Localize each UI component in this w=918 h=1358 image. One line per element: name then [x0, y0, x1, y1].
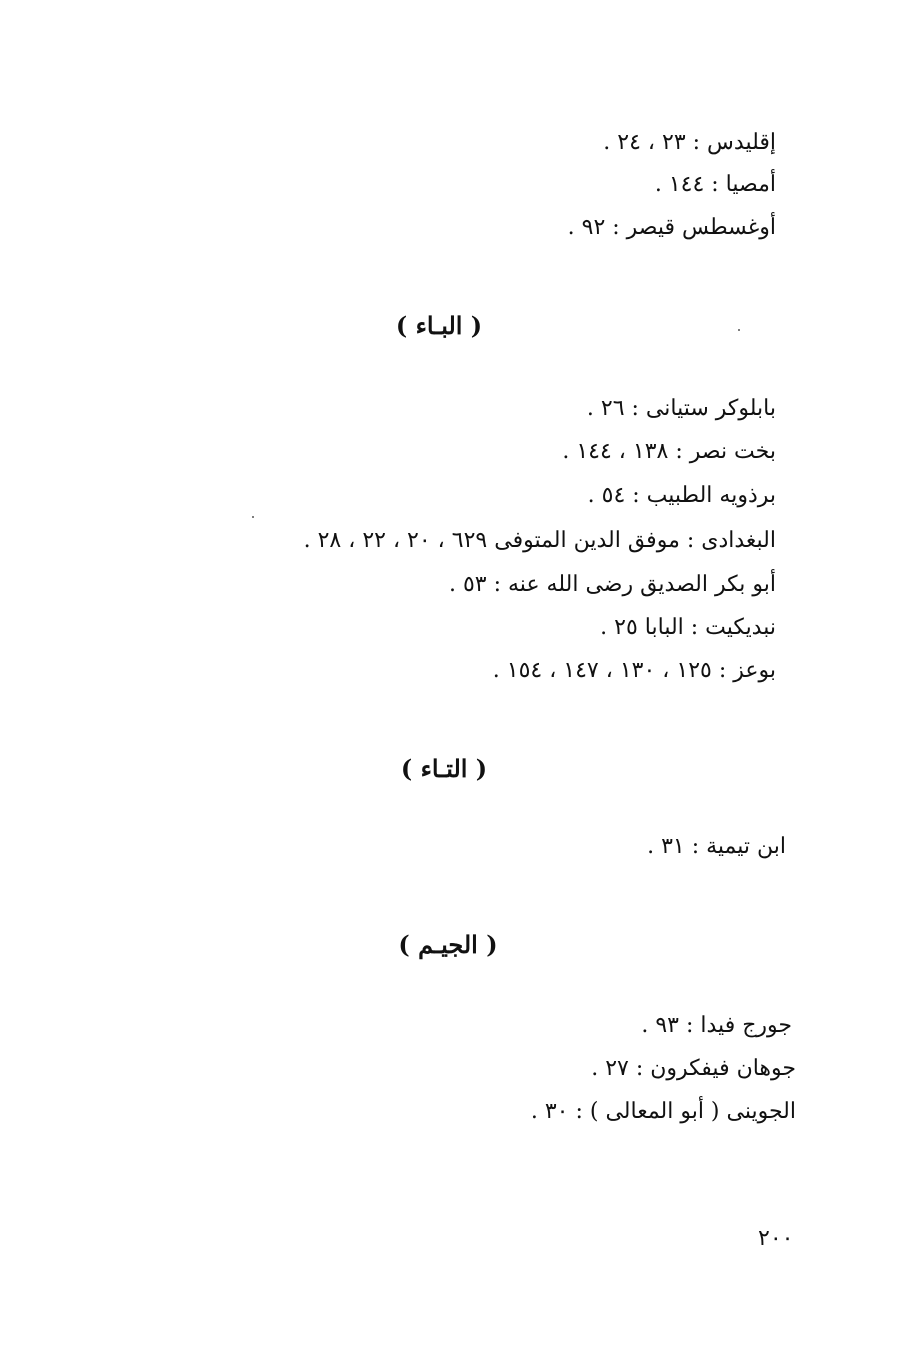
page-speck — [738, 329, 740, 331]
index-entry: ابن تيمية : ٣١ . — [647, 834, 786, 859]
page-speck — [252, 516, 254, 518]
page-number: ٢٠٠ — [758, 1226, 794, 1251]
index-entry: جوهان فيفكرون : ٢٧ . — [591, 1056, 796, 1081]
index-entry: برذويه الطبيب : ٥٤ . — [587, 483, 776, 508]
index-entry: بابلوكر ستيانى : ٢٦ . — [586, 396, 776, 421]
index-entry: البغدادى : موفق الدين المتوفى ٦٢٩ ، ٢٠ ، ٢٢ ، ٢٨ . — [303, 528, 776, 553]
section-heading-ba: ( البـاء ) — [395, 311, 483, 340]
index-entry: نبديكيت : البابا ٢٥ . — [600, 615, 776, 640]
index-entry: أوغسطس قيصر : ٩٢ . — [567, 215, 776, 240]
index-entry: جورج فيدا : ٩٣ . — [641, 1013, 792, 1038]
section-heading-jim: ( الجيـم ) — [398, 930, 498, 959]
section-heading-ta: ( التـاء ) — [400, 754, 488, 783]
index-entry: بخت نصر : ١٣٨ ، ١٤٤ . — [562, 439, 776, 464]
index-entry: الجوينى ( أبو المعالى ) : ٣٠ . — [530, 1099, 796, 1124]
index-entry: أبو بكر الصديق رضى الله عنه : ٥٣ . — [448, 572, 776, 597]
index-entry: بوعز : ١٢٥ ، ١٣٠ ، ١٤٧ ، ١٥٤ . — [492, 658, 776, 683]
index-entry: إقليدس : ٢٣ ، ٢٤ . — [603, 130, 776, 155]
index-entry: أمصيا : ١٤٤ . — [654, 172, 776, 197]
